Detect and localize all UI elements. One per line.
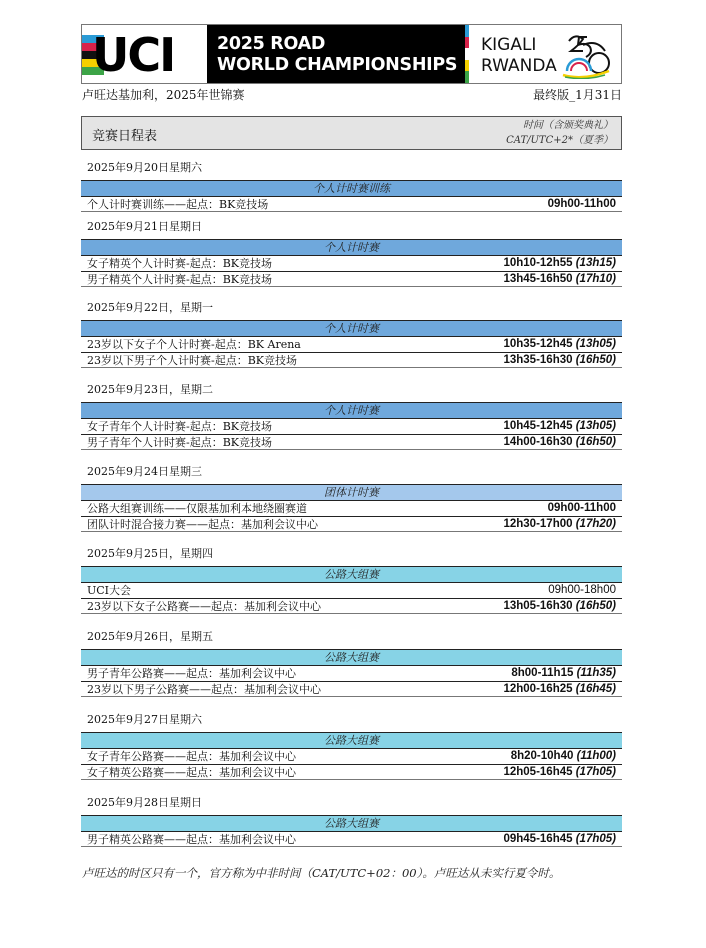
day-date: 2025年9月20日星期六 [87,161,202,174]
event-row [81,582,622,598]
podium-time: (16h50) [575,600,616,612]
podium-time: (17h10) [575,273,616,285]
event-row [81,352,622,368]
timezone-footnote: 卢旺达的时区只有一个，官方称为中非时间（CAT/UTC+02：00）。卢旺达从未实行夏令时。 [82,866,561,880]
event-name: 男子精英个人计时赛-起点：BK竞技场 [87,273,273,286]
day-date: 2025年9月23日，星期二 [87,383,213,396]
event-logo-banner [81,24,622,84]
category-bar: 公路大组赛 [81,815,622,831]
event-time: 12h00-16h25 (16h45) [503,683,616,695]
podium-time: (16h50) [575,436,616,448]
event-row [81,831,622,847]
event-name: 23岁以下女子公路赛——起点：基加利会议中心 [87,600,321,613]
event-name: 团队计时混合接力赛——起点：基加利会议中心 [87,518,318,531]
category-bar: 公路大组赛 [81,566,622,582]
event-location-label: 卢旺达基加利，2025年世锦赛 [82,88,245,102]
event-name: 女子青年公路赛——起点：基加利会议中心 [87,750,296,763]
category-bar: 公路大组赛 [81,649,622,665]
event-name: 女子精英个人计时赛-起点：BK竞技场 [87,257,273,270]
title-line-2: WORLD CHAMPIONSHIPS [217,55,458,75]
event-row [81,271,622,287]
timezone-note [506,118,613,148]
day-date: 2025年9月25日，星期四 [87,547,213,560]
event-name: 23岁以下男子公路赛——起点：基加利会议中心 [87,683,321,696]
cyclist-25-logo-icon [561,31,613,79]
event-row [81,418,622,434]
event-name: 男子青年公路赛——起点：基加利会议中心 [87,667,296,680]
event-row [81,681,622,697]
event-name: 23岁以下女子个人计时赛-起点：BK Arena [87,338,301,351]
event-row [81,516,622,532]
event-row [81,500,622,516]
event-row [81,748,622,764]
event-time: 10h10-12h55 (13h15) [503,257,616,269]
version-label: 最终版_1月31日 [533,88,622,102]
podium-time: (13h05) [575,420,616,432]
day-section [81,300,622,368]
event-time: 09h00-18h00 [548,584,616,596]
uci-wordmark: UCI [92,28,175,82]
podium-time: (17h05) [575,833,616,845]
event-time: 12h05-16h45 (17h05) [503,766,616,778]
schedule-header [81,116,622,150]
category-bar: 团体计时赛 [81,484,622,500]
event-row [81,434,622,450]
event-name: UCI大会 [87,584,132,597]
event-row [81,598,622,614]
day-date: 2025年9月22日，星期一 [87,301,213,314]
uci-logo [82,25,207,83]
podium-time: (17h20) [575,518,616,530]
event-name: 23岁以下男子个人计时赛-起点：BK竞技场 [87,354,298,367]
day-section [81,795,622,847]
event-time: 09h45-16h45 (17h05) [503,833,616,845]
event-name: 男子精英公路赛——起点：基加利会议中心 [87,833,296,846]
event-time: 13h35-16h30 (16h50) [503,354,616,366]
event-time: 10h35-12h45 (13h05) [503,338,616,350]
event-row [81,255,622,271]
event-time: 09h00-11h00 [547,198,616,210]
event-time: 13h45-16h50 (17h10) [503,273,616,285]
podium-time: (16h50) [575,354,616,366]
day-date: 2025年9月27日星期六 [87,713,202,726]
podium-time: (11h00) [576,750,616,762]
host-city-logo [469,25,621,83]
day-date: 2025年9月24日星期三 [87,465,202,478]
time-note-line-1: 时间（含颁奖典礼） [523,120,613,131]
day-section [81,160,622,212]
day-section [81,712,622,780]
podium-time: (16h45) [575,683,616,695]
event-name: 公路大组赛训练——仅限基加利本地绕圈赛道 [87,502,307,515]
day-section [81,546,622,614]
category-bar: 个人计时赛 [81,239,622,255]
schedule-title: 竞赛日程表 [92,129,158,144]
title-line-1: 2025 ROAD [217,34,326,54]
event-row [81,196,622,212]
event-time: 10h45-12h45 (13h05) [503,420,616,432]
day-section [81,629,622,697]
time-note-line-2: CAT/UTC+2*（夏季） [506,135,613,146]
event-time: 14h00-16h30 (16h50) [503,436,616,448]
event-time: 13h05-16h30 (16h50) [503,600,616,612]
day-date: 2025年9月26日，星期五 [87,630,213,643]
event-row [81,665,622,681]
podium-time: (11h35) [576,667,616,679]
event-name: 女子青年个人计时赛-起点：BK竞技场 [87,420,273,433]
day-date: 2025年9月21日星期日 [87,220,202,233]
event-name: 男子青年个人计时赛-起点：BK竞技场 [87,436,273,449]
event-name: 女子精英公路赛——起点：基加利会议中心 [87,766,296,779]
event-time: 09h00-11h00 [547,502,616,514]
day-section [81,464,622,532]
day-date: 2025年9月28日星期日 [87,796,202,809]
podium-time: (13h05) [575,338,616,350]
day-section [81,219,622,287]
event-name: 个人计时赛训练——起点：BK竞技场 [87,198,269,211]
day-section [81,382,622,450]
category-bar: 公路大组赛 [81,732,622,748]
championship-title [207,25,465,83]
country-name: RWANDA [481,56,557,76]
podium-time: (17h05) [575,766,616,778]
category-bar: 个人计时赛训练 [81,180,622,196]
podium-time: (13h15) [575,257,616,269]
category-bar: 个人计时赛 [81,402,622,418]
event-time: 12h30-17h00 (17h20) [503,518,616,530]
event-row [81,336,622,352]
event-time: 8h00-11h15 (11h35) [511,667,616,679]
city-name: KIGALI [481,35,537,55]
category-bar: 个人计时赛 [81,320,622,336]
event-row [81,764,622,780]
event-time: 8h20-10h40 (11h00) [510,750,616,762]
